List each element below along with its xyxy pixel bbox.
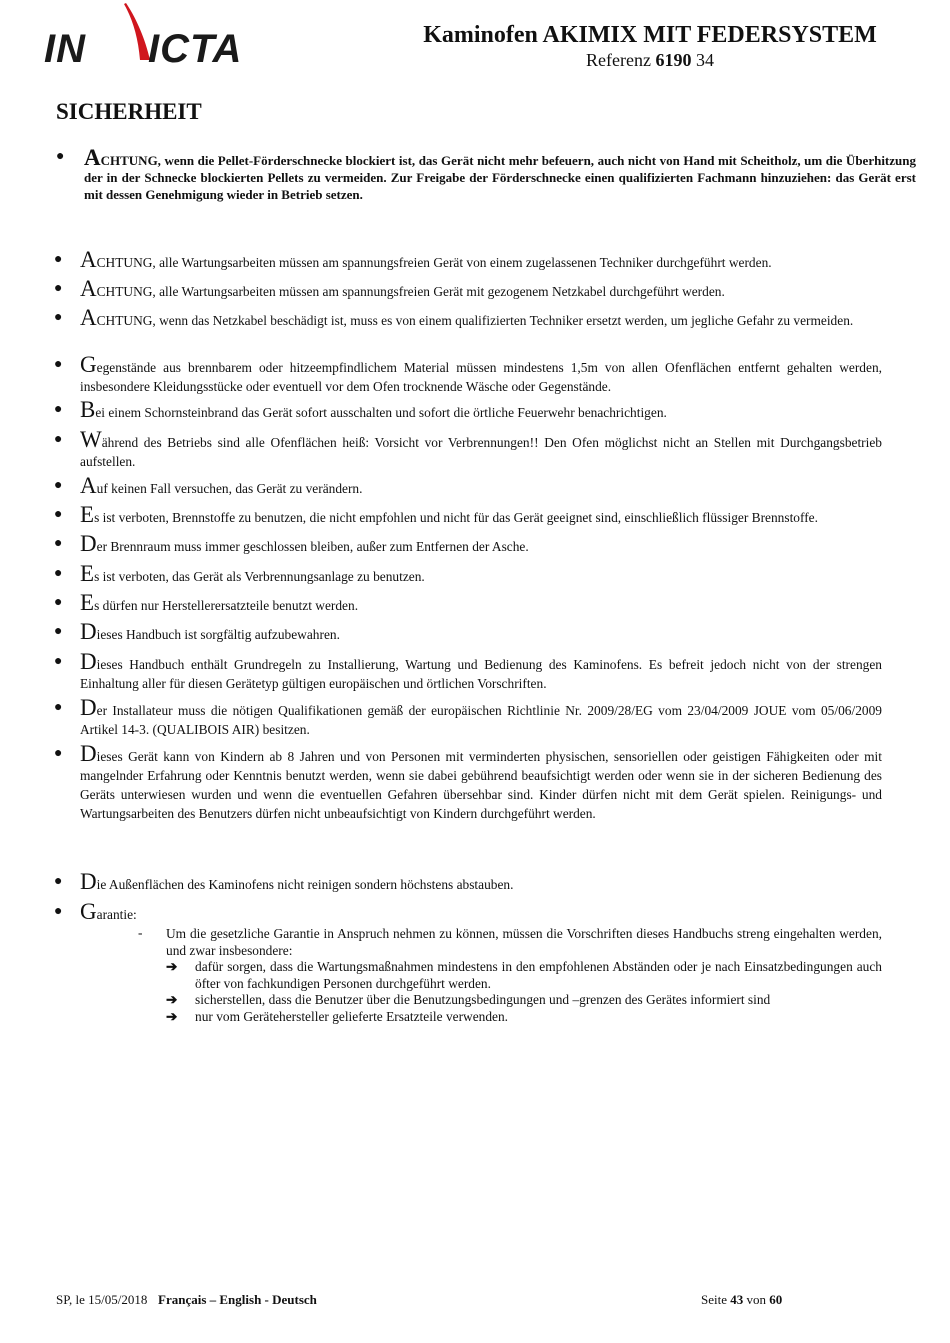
bullet-icon: ● [54,654,63,669]
list-item: ● Auf keinen Fall versuchen, das Gerät zu verändern. [54,473,363,498]
bullet-icon: ● [54,874,63,889]
list-item: ● Gegenstände aus brennbarem oder hitzeempfindlichem Material müssen mindestens 1,5m von allen Ofenflächen entfernt gehalten werden, insbesondere Kleidungsstücke oder eventuell vor dem Ofen trocknende Wäsche oder Gegenstände. [54,352,882,394]
document-title: Kaminofen AKIMIX MIT FEDERSYSTEM [423,22,877,48]
list-item: ● ACHTUNG, wenn die Pellet-Förderschnecke blockiert ist, das Gerät nicht mehr befeuern, auch nicht von Hand mit Scheitholz, um die Überhitzung der in der Schnecke blockierten Pellets zu vermeiden. Zur Freigabe der Förderschnecke einen qualifizierten Fachmann hinzuziehen: das Gerät erst mit dessen Genehmigung wieder in Betrieb setzen. [56,145,916,202]
footer-date: SP, le 15/05/2018 [56,1292,148,1307]
bullet-icon: ● [54,904,63,919]
bullet-icon: ● [54,746,63,761]
arrow-right-icon: ➔ [166,1009,178,1024]
bullet-icon: ● [54,536,63,551]
bullet-icon: ● [54,566,63,581]
list-item: ● Es dürfen nur Herstellerersatzteile benutzt werden. [54,590,359,615]
list-item: ● Dieses Handbuch enthält Grundregeln zu Installierung, Wartung und Bedienung des Kaminofens. Es befreit jedoch nicht von der strengen Einhaltung aller für diesen Gerätetyp gültigen europäischen und örtlichen Vorschriften. [54,649,882,691]
guarantee-point: ➔ nur vom Gerätehersteller gelieferte Ersatzteile verwenden. [166,1009,509,1024]
guarantee-point: ➔ sicherstellen, dass die Benutzer über die Benutzungsbedingungen und –grenzen des Gerätes informiert sind [166,992,771,1007]
arrow-right-icon: ➔ [166,992,178,1007]
bullet-icon: ● [54,402,63,417]
list-item: ● ACHTUNG, alle Wartungsarbeiten müssen am spannungsfreien Gerät von einem zugelassenen Techniker durchgeführt werden. [54,247,772,272]
list-item: ● Während des Betriebs sind alle Ofenflächen heiß: Vorsicht vor Verbrennungen!! Den Ofen möglichst nicht an Stellen mit Durchgangsbetrieb aufstellen. [54,427,882,469]
list-item: ● Es ist verboten, das Gerät als Verbrennungsanlage zu benutzen. [54,561,425,586]
bullet-icon: ● [54,700,63,715]
guarantee-intro: Um die gesetzliche Garantie in Anspruch nehmen zu können, müssen die Vorschriften dieses Handbuchs streng eingehalten werden, und zwar insbesondere: [166,926,882,958]
invicta-logo [40,2,260,72]
bullet-icon: ● [56,149,65,164]
bullet-icon: ● [54,624,63,639]
bullet-icon: ● [54,432,63,447]
list-item: ● Dieses Gerät kann von Kindern ab 8 Jahren und von Personen mit verminderten physischen, sensoriellen oder geistigen Fähigkeiten oder mit mangelnder Erfahrung oder Kenntnis benutzt werden, wenn sie dabei gebührend beaufsichtigt werden oder wenn sie in der sicheren Bedienung des Geräts unterwiesen wurden und wenn die eventuellen Gefahren übersehbar sind. Kinder dürfen nicht mit dem Gerät spielen. Reinigungs- und Wartungsarbeiten des Benutzers dürfen nicht unbeaufsichtigt von Kindern durchgeführt werden. [54,741,882,821]
list-item: ● Bei einem Schornsteinbrand das Gerät sofort ausschalten und sofort die örtliche Feuerwehr benachrichtigen. [54,397,667,422]
list-item: ● Die Außenflächen des Kaminofens nicht reinigen sondern höchstens abstauben. [54,869,514,894]
bullet-icon: ● [54,478,63,493]
reference-line: Referenz 6190 34 [586,50,714,70]
section-title: SICHERHEIT [56,99,202,124]
list-item: ● Der Brennraum muss immer geschlossen bleiben, außer zum Entfernen der Asche. [54,531,529,556]
list-item: ● ACHTUNG, alle Wartungsarbeiten müssen am spannungsfreien Gerät mit gezogenem Netzkabel durchgeführt werden. [54,276,725,301]
footer-languages: Français – English - Deutsch [158,1292,317,1307]
page-number: Seite 43 von 60 [701,1292,783,1307]
list-item: ● Es ist verboten, Brennstoffe zu benutzen, die nicht empfohlen und nicht für das Gerät geeignet sind, einschließlich flüssiger Brennstoffe. [54,502,818,527]
list-item: ● Der Installateur muss die nötigen Qualifikationen gemäß der europäischen Richtlinie Nr. 2009/28/EG vom 23/04/2009 JOUE vom 05/06/2009 Artikel 14-3. (QUALIBOIS AIR) besitzen. [54,695,882,737]
bullet-icon: ● [54,595,63,610]
list-item: ● Dieses Handbuch ist sorgfältig aufzubewahren. [54,619,340,644]
bullet-icon: ● [54,252,63,267]
logo-swoosh [124,3,150,60]
arrow-right-icon: ➔ [166,959,178,974]
bullet-icon: ● [54,310,63,325]
guarantee-point: ➔ dafür sorgen, dass die Wartungsmaßnahmen mindestens in den empfohlenen Abständen oder je nach Einsatzbedingungen auch öfter von fachkundigen Personen durchgeführt werden. [166,959,882,991]
list-item: ● ACHTUNG, wenn das Netzkabel beschädigt ist, muss es von einem qualifizierten Techniker ersetzt werden, um jegliche Gefahr zu vermeiden. [54,305,854,330]
bullet-icon: ● [54,507,63,522]
dash-marker: - [138,925,143,940]
logo-text: IN [44,27,86,71]
list-item: ● Garantie: [54,899,137,924]
bullet-icon: ● [54,281,63,296]
bullet-icon: ● [54,357,63,372]
svg-text:ICTA: ICTA [148,27,243,71]
